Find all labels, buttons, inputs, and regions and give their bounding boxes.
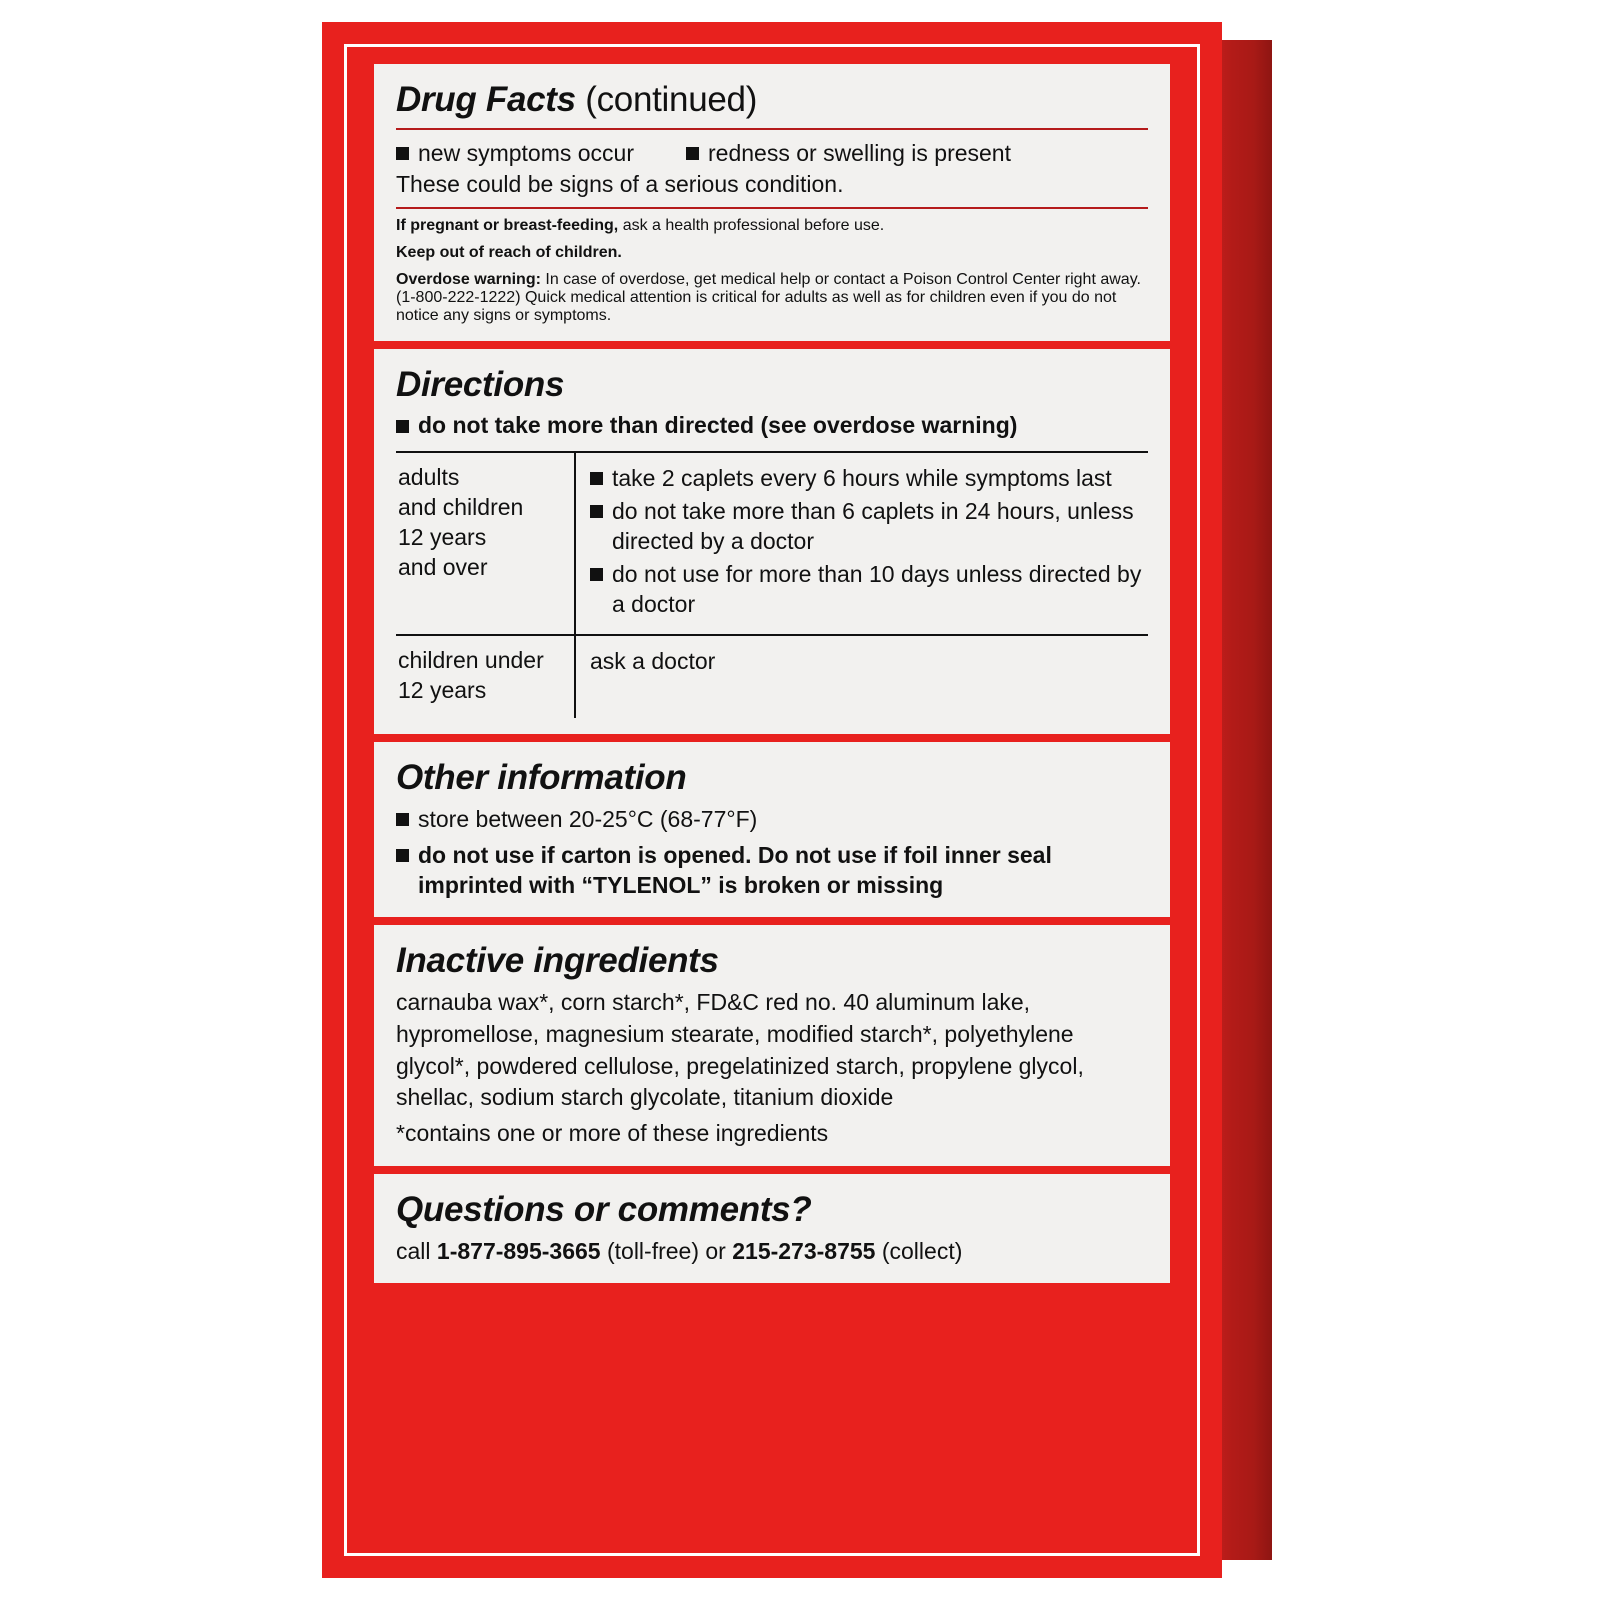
- serious-condition-note: These could be signs of a serious condition.: [396, 170, 844, 197]
- call-prefix: call: [396, 1237, 437, 1264]
- pregnancy-warning: [396, 217, 1148, 235]
- keep-out-of-reach: Keep out of reach of children.: [396, 244, 622, 262]
- table-row: [396, 453, 1148, 634]
- stop-use-bullets: [396, 138, 1148, 169]
- bullet-square-icon: [396, 849, 409, 862]
- who-line: adults: [398, 464, 460, 491]
- overdose-warning: [396, 271, 1148, 325]
- directions-item-label: do not use for more than 10 days unless directed by a doctor: [612, 560, 1142, 618]
- directions-row-1-items: [574, 453, 1148, 634]
- bullet-square-icon: [396, 813, 409, 826]
- bullet-square-icon: [590, 472, 603, 485]
- directions-item: [590, 463, 1148, 494]
- carton-front-panel: [322, 22, 1222, 1578]
- pregnancy-warning-rest: ask a health professional before use.: [618, 217, 885, 235]
- stop-bullet-2-label: redness or swelling is present: [708, 140, 1011, 166]
- directions-item: [590, 496, 1148, 557]
- title-divider: [396, 128, 1148, 130]
- other-information-block: [374, 742, 1170, 917]
- stop-bullet-2: [686, 138, 1011, 169]
- bullet-square-icon: [396, 420, 409, 433]
- inactive-ingredients-footnote: *contains one or more of these ingredients: [396, 1120, 829, 1147]
- toll-free-phone[interactable]: 1-877-895-3665: [436, 1237, 601, 1264]
- pregnancy-warning-bold: If pregnant or breast-feeding,: [396, 217, 619, 235]
- who-line: children under: [398, 646, 544, 673]
- inactive-ingredients-block: [374, 925, 1170, 1166]
- drug-facts-continued: (continued): [585, 80, 758, 119]
- directions-item-label: take 2 caplets every 6 hours while symptoms last: [612, 465, 1112, 492]
- other-information-title: Other information: [396, 757, 687, 797]
- directions-row-2-items: [574, 636, 1148, 718]
- inactive-ingredients-title: Inactive ingredients: [396, 941, 719, 981]
- directions-head-bullet: [396, 411, 1148, 441]
- toll-free-label: (toll-free) or: [600, 1237, 733, 1264]
- warnings-block: [374, 64, 1170, 341]
- inactive-ingredients-text: carnauba wax*, corn starch*, FD&C red no. 40 aluminum lake, hypromellose, magnesium stearate, modified starch*, polyethylene glycol*, powdered cellulose, pregelatinized starch, propylene glycol, shellac, sodium starch glycolate, titanium dioxide: [396, 989, 1084, 1111]
- directions-block: [374, 349, 1170, 734]
- questions-contact-line: [396, 1236, 1148, 1267]
- other-information-item-label: store between 20-25°C (68-77°F): [418, 805, 758, 832]
- drug-facts-title: Drug Facts: [396, 80, 576, 119]
- bullet-square-icon: [590, 505, 603, 518]
- who-line: 12 years: [398, 676, 487, 703]
- warnings-divider: [396, 207, 1148, 209]
- directions-title: Directions: [396, 365, 565, 405]
- who-line: and over: [398, 553, 488, 580]
- overdose-warning-rest: In case of overdose, get medical help or contact a Poison Control Center right away. (1-800-222-1222) Quick medical attention is critical for adults as well as for children even if you do not notice any signs or symptoms.: [396, 271, 1141, 325]
- directions-head-bullet-label: do not take more than directed (see overdose warning): [418, 412, 1018, 439]
- bullet-square-icon: [396, 147, 409, 160]
- who-line: and children: [398, 493, 524, 520]
- collect-phone[interactable]: 215-273-8755: [732, 1237, 876, 1264]
- other-information-item-label: do not use if carton is opened. Do not use if foil inner seal imprinted with “TYLENOL” is broken or missing: [418, 841, 1052, 899]
- collect-label: (collect): [875, 1237, 963, 1264]
- directions-row-2-who: [396, 636, 574, 718]
- who-line: 12 years: [398, 523, 487, 550]
- drug-facts-panel: [374, 64, 1170, 1536]
- stop-bullet-1: [396, 138, 634, 169]
- directions-item: [590, 559, 1148, 620]
- page-title: [396, 80, 1148, 120]
- questions-block: [374, 1174, 1170, 1283]
- other-information-item: [396, 840, 1148, 902]
- directions-item-label: ask a doctor: [590, 647, 716, 674]
- directions-table: [396, 451, 1148, 718]
- stop-bullet-1-label: new symptoms occur: [418, 140, 635, 166]
- directions-item-label: do not take more than 6 caplets in 24 hours, unless directed by a doctor: [612, 497, 1134, 555]
- overdose-warning-bold: Overdose warning:: [396, 271, 541, 289]
- bullet-square-icon: [590, 568, 603, 581]
- directions-row-1-who: [396, 453, 574, 634]
- questions-title: Questions or comments?: [396, 1189, 812, 1229]
- other-information-item: [396, 804, 1148, 835]
- table-row: [396, 634, 1148, 718]
- bullet-square-icon: [686, 147, 699, 160]
